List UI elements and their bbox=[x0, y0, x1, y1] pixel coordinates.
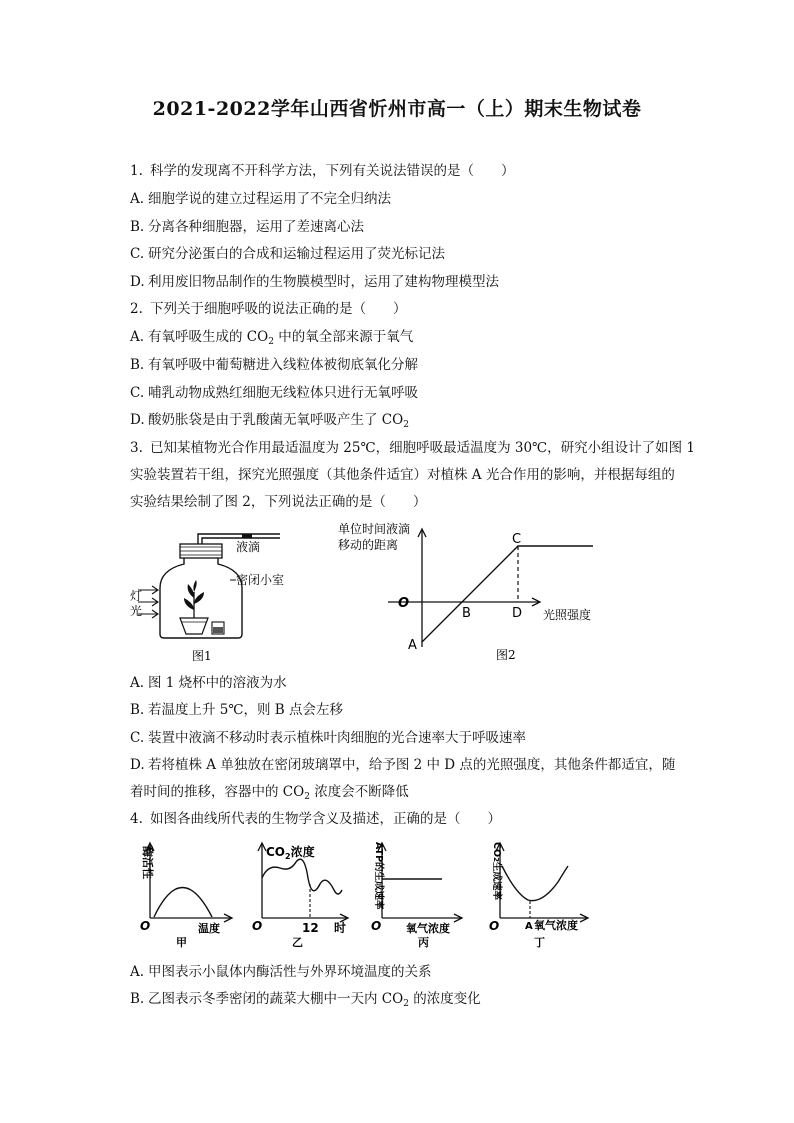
fig1-label-light-1: 灯 bbox=[130, 589, 143, 603]
ding-point-a: A bbox=[525, 921, 533, 932]
jia-caption: 甲 bbox=[176, 936, 187, 949]
question-2-stem: 2. 下列关于细胞呼吸的说法正确的是（ ） bbox=[130, 301, 407, 317]
jia-xlabel: 温度 bbox=[198, 922, 220, 935]
ding-origin: O bbox=[489, 919, 500, 933]
bing-origin: O bbox=[371, 919, 382, 933]
question-4-stem: 4. 如图各曲线所代表的生物学含义及描述，正确的是（ ） bbox=[130, 811, 501, 827]
fig2-ylabel-line-2: 移动的距离 bbox=[338, 538, 399, 552]
question-3-stem-line-2: 实验装置若干组，探究光照强度（其他条件适宜）对植株 A 光合作用的影响，并根据每组的 bbox=[130, 467, 675, 483]
fig1-label-light-2: 光 bbox=[130, 604, 143, 618]
yi-xlabel: 时 bbox=[334, 921, 347, 935]
fig2-ylabel-line-1: 单位时间液滴 bbox=[338, 522, 411, 536]
question-1-option-b: B. 分离各种细胞器，运用了差速离心法 bbox=[130, 219, 364, 235]
question-3-option-d-continued: 着时间的推移，容器中的 $CO_2$ 浓度会不断降低 bbox=[130, 784, 409, 802]
question-1-stem: 1. 科学的发现离不开科学方法，下列有关说法错误的是（ ） bbox=[130, 163, 515, 179]
question-1-option-a: A. 细胞学说的建立过程运用了不完全归纳法 bbox=[130, 191, 391, 207]
fig2-point-d: D bbox=[512, 606, 523, 621]
fig1-caption: 图1 bbox=[192, 649, 212, 663]
question-2-option-a: A. 有氧呼吸生成的 $CO_2$ 中的氧全部来源于氧气 bbox=[130, 329, 414, 347]
question-2-option-b: B. 有氧呼吸中葡萄糖进入线粒体被彻底氧化分解 bbox=[130, 357, 418, 373]
question-1-option-d: D. 利用废旧物品制作的生物膜模型时，运用了建构物理模型法 bbox=[130, 274, 499, 290]
fig2-point-a: A bbox=[408, 638, 417, 653]
graph-yi bbox=[248, 838, 358, 950]
graph-jia bbox=[128, 838, 238, 950]
liquid-drop bbox=[242, 534, 252, 538]
fig2-caption: 图2 bbox=[496, 648, 516, 662]
question-4-option-b: B. 乙图表示冬季密闭的蔬菜大棚中一天内 $CO_2$ 的浓度变化 bbox=[130, 991, 481, 1009]
question-3-stem-line-3: 实验结果绘制了图 2，下列说法正确的是（ ） bbox=[130, 494, 427, 510]
bing-xlabel: 氧气浓度 bbox=[406, 922, 450, 935]
question-2-option-c: C. 哺乳动物成熟红细胞无线粒体只进行无氧呼吸 bbox=[130, 385, 418, 401]
figure-2-graph bbox=[328, 517, 618, 667]
fig2-xlabel: 光照强度 bbox=[543, 608, 592, 622]
ding-xlabel: 氧气浓度 bbox=[534, 919, 578, 932]
question-3-option-a: A. 图 1 烧杯中的溶液为水 bbox=[130, 675, 287, 691]
yi-ylabel: $CO_2$浓度 bbox=[266, 845, 315, 861]
jia-origin: O bbox=[140, 919, 151, 933]
fig2-point-c: C bbox=[512, 532, 522, 547]
ding-caption: 丁 bbox=[534, 936, 545, 949]
question-3-stem-line-1: 3. 已知某植物光合作用最适温度为 25℃，细胞呼吸最适温度为 30℃，研究小组设计了如图 1 bbox=[130, 440, 696, 456]
yi-tick-12: 12 bbox=[302, 921, 319, 935]
graph-bing bbox=[360, 838, 472, 950]
question-2-option-d: D. 酸奶胀袋是由于乳酸菌无氧呼吸产生了 $CO_2$ bbox=[130, 412, 409, 430]
fig1-label-chamber: 密闭小室 bbox=[236, 573, 285, 587]
fig2-point-b: B bbox=[462, 606, 471, 621]
question-3-option-b: B. 若温度上升 5℃，则 B 点会左移 bbox=[130, 702, 343, 718]
fig1-label-drop: 液滴 bbox=[236, 540, 261, 554]
question-4-option-a: A. 甲图表示小鼠体内酶活性与外界环境温度的关系 bbox=[130, 964, 432, 980]
question-3-option-d: D. 若将植株 A 单独放在密闭玻璃罩中，给予图 2 中 D 点的光照强度，其他条件都适宜，随 bbox=[130, 757, 676, 773]
graph-ding bbox=[480, 838, 595, 950]
figure-1-apparatus bbox=[130, 522, 310, 667]
bing-caption: 丙 bbox=[418, 936, 429, 949]
page-title: 2021-2022学年山西省忻州市高一（上）期末生物试卷 bbox=[152, 98, 642, 120]
yi-caption: 乙 bbox=[292, 936, 303, 949]
fig2-origin: O bbox=[398, 596, 410, 611]
jia-ylabel: 酶活性 bbox=[141, 846, 154, 879]
ding-ylabel: CO2生成速率 bbox=[491, 842, 502, 900]
question-3-option-c: C. 装置中液滴不移动时表示植株叶肉细胞的光合速率大于呼吸速率 bbox=[130, 730, 526, 746]
question-1-option-c: C. 研究分泌蛋白的合成和运输过程运用了荧光标记法 bbox=[130, 246, 445, 262]
bing-ylabel: ATP的生成速率 bbox=[373, 842, 384, 910]
yi-origin: O bbox=[252, 919, 263, 933]
